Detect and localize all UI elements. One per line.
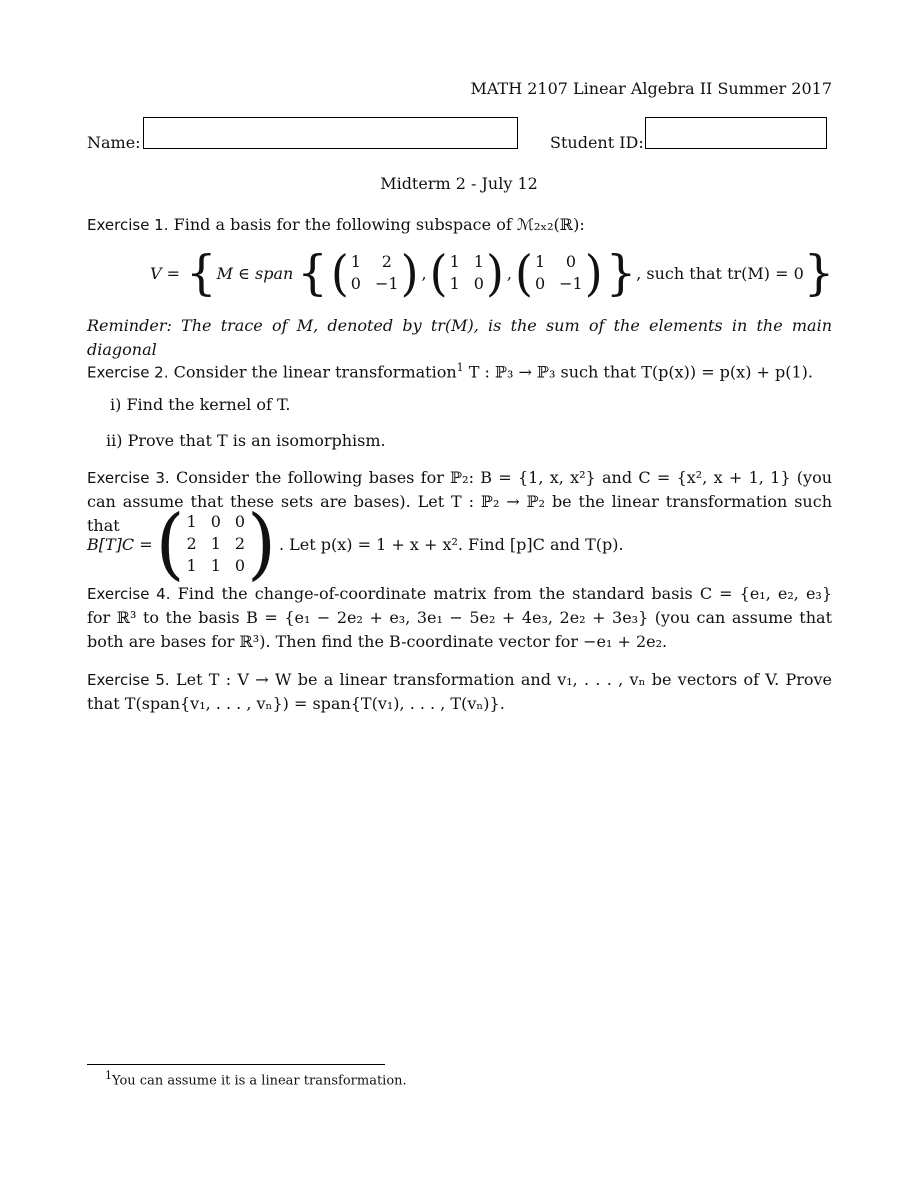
exercise-1-label: Exercise 1. (87, 216, 169, 234)
matrix-cell: 1 (449, 274, 460, 293)
exercise-2-label: Exercise 2. (87, 363, 169, 382)
left-paren-icon: ( (429, 244, 448, 302)
matrix-cell: 2 (381, 252, 392, 271)
exercise-2-item-i: i) Find the kernel of T. (110, 395, 291, 414)
matrix-cell: 0 (473, 274, 484, 293)
footnote-mark: 1 (105, 1069, 112, 1082)
right-brace-icon: } (803, 245, 835, 301)
exercise-1-text: Find a basis for the following subspace of ℳ₂ₓ₂(ℝ): (173, 215, 585, 234)
trace-reminder: Reminder: The trace of M, denoted by tr(M), is the sum of the elements in the main diagonal (87, 316, 832, 359)
exercise-4-label: Exercise 4. (87, 585, 171, 603)
exercise-2-text-b: T : ℙ₃ → ℙ₃ such that T(p(x)) = p(x) + p(1). (468, 362, 813, 382)
exercise-5-label: Exercise 5. (87, 671, 170, 689)
exercise-3-after: . Let p(x) = 1 + x + x². Find [p]C and T(p). (278, 534, 624, 554)
matrix-cell: 1 (534, 252, 546, 271)
matrix-cell: 1 (473, 252, 484, 271)
matrix-cell: −1 (374, 274, 399, 293)
student-id-label: Student ID: (550, 133, 644, 152)
matrix-cell: 1 (449, 252, 460, 271)
name-label: Name: (87, 133, 141, 152)
left-paren-icon: ( (155, 498, 185, 590)
exercise-3-matrix-line (87, 498, 624, 590)
matrix-cell: −1 (559, 274, 583, 293)
matrix-2 (429, 244, 504, 302)
exercise-3-label: Exercise 3. (87, 469, 170, 487)
matrix-cell: 0 (234, 556, 246, 575)
footnote (105, 1069, 407, 1088)
exam-title: Midterm 2 - July 12 (380, 174, 538, 193)
trace-condition: , such that tr(M) = 0 (636, 263, 804, 283)
exercise-3-text: Consider the following bases for ℙ₂: B = {1, x, x²} and C = {x², x + 1, 1} (you can assume that these sets are bases). Let T : ℙ₂ → ℙ₂ be the linear transformation such that (87, 468, 833, 535)
course-header: MATH 2107 Linear Algebra II Summer 2017 (470, 79, 832, 98)
name-input-box[interactable] (143, 117, 518, 149)
right-paren-icon: ) (584, 244, 603, 302)
footnote-text: You can assume it is a linear transformation. (112, 1073, 407, 1089)
matrix-1 (330, 244, 419, 302)
left-brace-icon: { (297, 245, 328, 301)
left-brace-icon: { (186, 245, 217, 301)
exercise-2-item-ii: ii) Prove that T is an isomorphism. (106, 431, 386, 450)
right-paren-icon: ) (485, 244, 504, 302)
matrix-cell: 2 (186, 534, 197, 553)
exercise-4-text: Find the change-of-coordinate matrix from the standard basis C = {e₁, e₂, e₃} for ℝ³ to the basis B = {e₁ − 2e₂ + e₃, 3e₁ − 5e₂ + 4e₃, 2e₂ + 3e₃} (you can assume that both are bases for ℝ³). Then find the B-coordinate vector for −e₁ + 2e₂. (87, 584, 832, 651)
right-paren-icon: ) (247, 498, 276, 590)
exercise-4 (87, 582, 832, 654)
right-brace-icon: } (605, 245, 637, 301)
matrix-cell: 0 (350, 274, 361, 293)
left-paren-icon: ( (330, 244, 349, 302)
matrix-cell: 0 (210, 512, 221, 531)
student-id-input-box[interactable] (645, 117, 827, 149)
matrix-cell: 1 (210, 556, 221, 575)
exercise-1 (87, 213, 832, 237)
matrix-cell: 1 (210, 534, 221, 553)
footnote-ref: 1 (456, 361, 464, 374)
matrix-cell: 0 (234, 512, 246, 531)
matrix-cell: 1 (186, 512, 197, 531)
transformation-matrix (155, 498, 276, 590)
left-paren-icon: ( (515, 244, 533, 302)
set-prefix: V = (150, 263, 181, 283)
matrix-cell: 2 (234, 534, 246, 553)
right-paren-icon: ) (400, 244, 419, 302)
exercise-1-set: V = { M ∈ span { ( 1 2 0 −1 ) , ( 1 1 1 0 ) , ( 1 0 0 −1 ) } , such that tr(M) = 0 } (150, 244, 835, 302)
m-in-span: M ∈ span (216, 263, 294, 283)
matrix-cell: 1 (350, 252, 361, 271)
exercise-5-text: Let T : V → W be a linear transformation and v₁, . . . , vₙ be vectors of V. Prove that T(span{v₁, . . . , vₙ}) = span{T(v₁), . . . , T(vₙ)}. (87, 670, 832, 713)
matrix-cell: 0 (565, 252, 577, 271)
matrix-label: B[T]C = (87, 534, 153, 554)
exercise-2-text-a: Consider the linear transformation (173, 362, 457, 382)
matrix-cell: 0 (534, 274, 546, 293)
exercise-5 (87, 668, 832, 716)
matrix-3 (515, 244, 603, 302)
exercise-2 (87, 356, 832, 384)
matrix-cell: 1 (186, 556, 197, 575)
footnote-rule (87, 1064, 385, 1065)
